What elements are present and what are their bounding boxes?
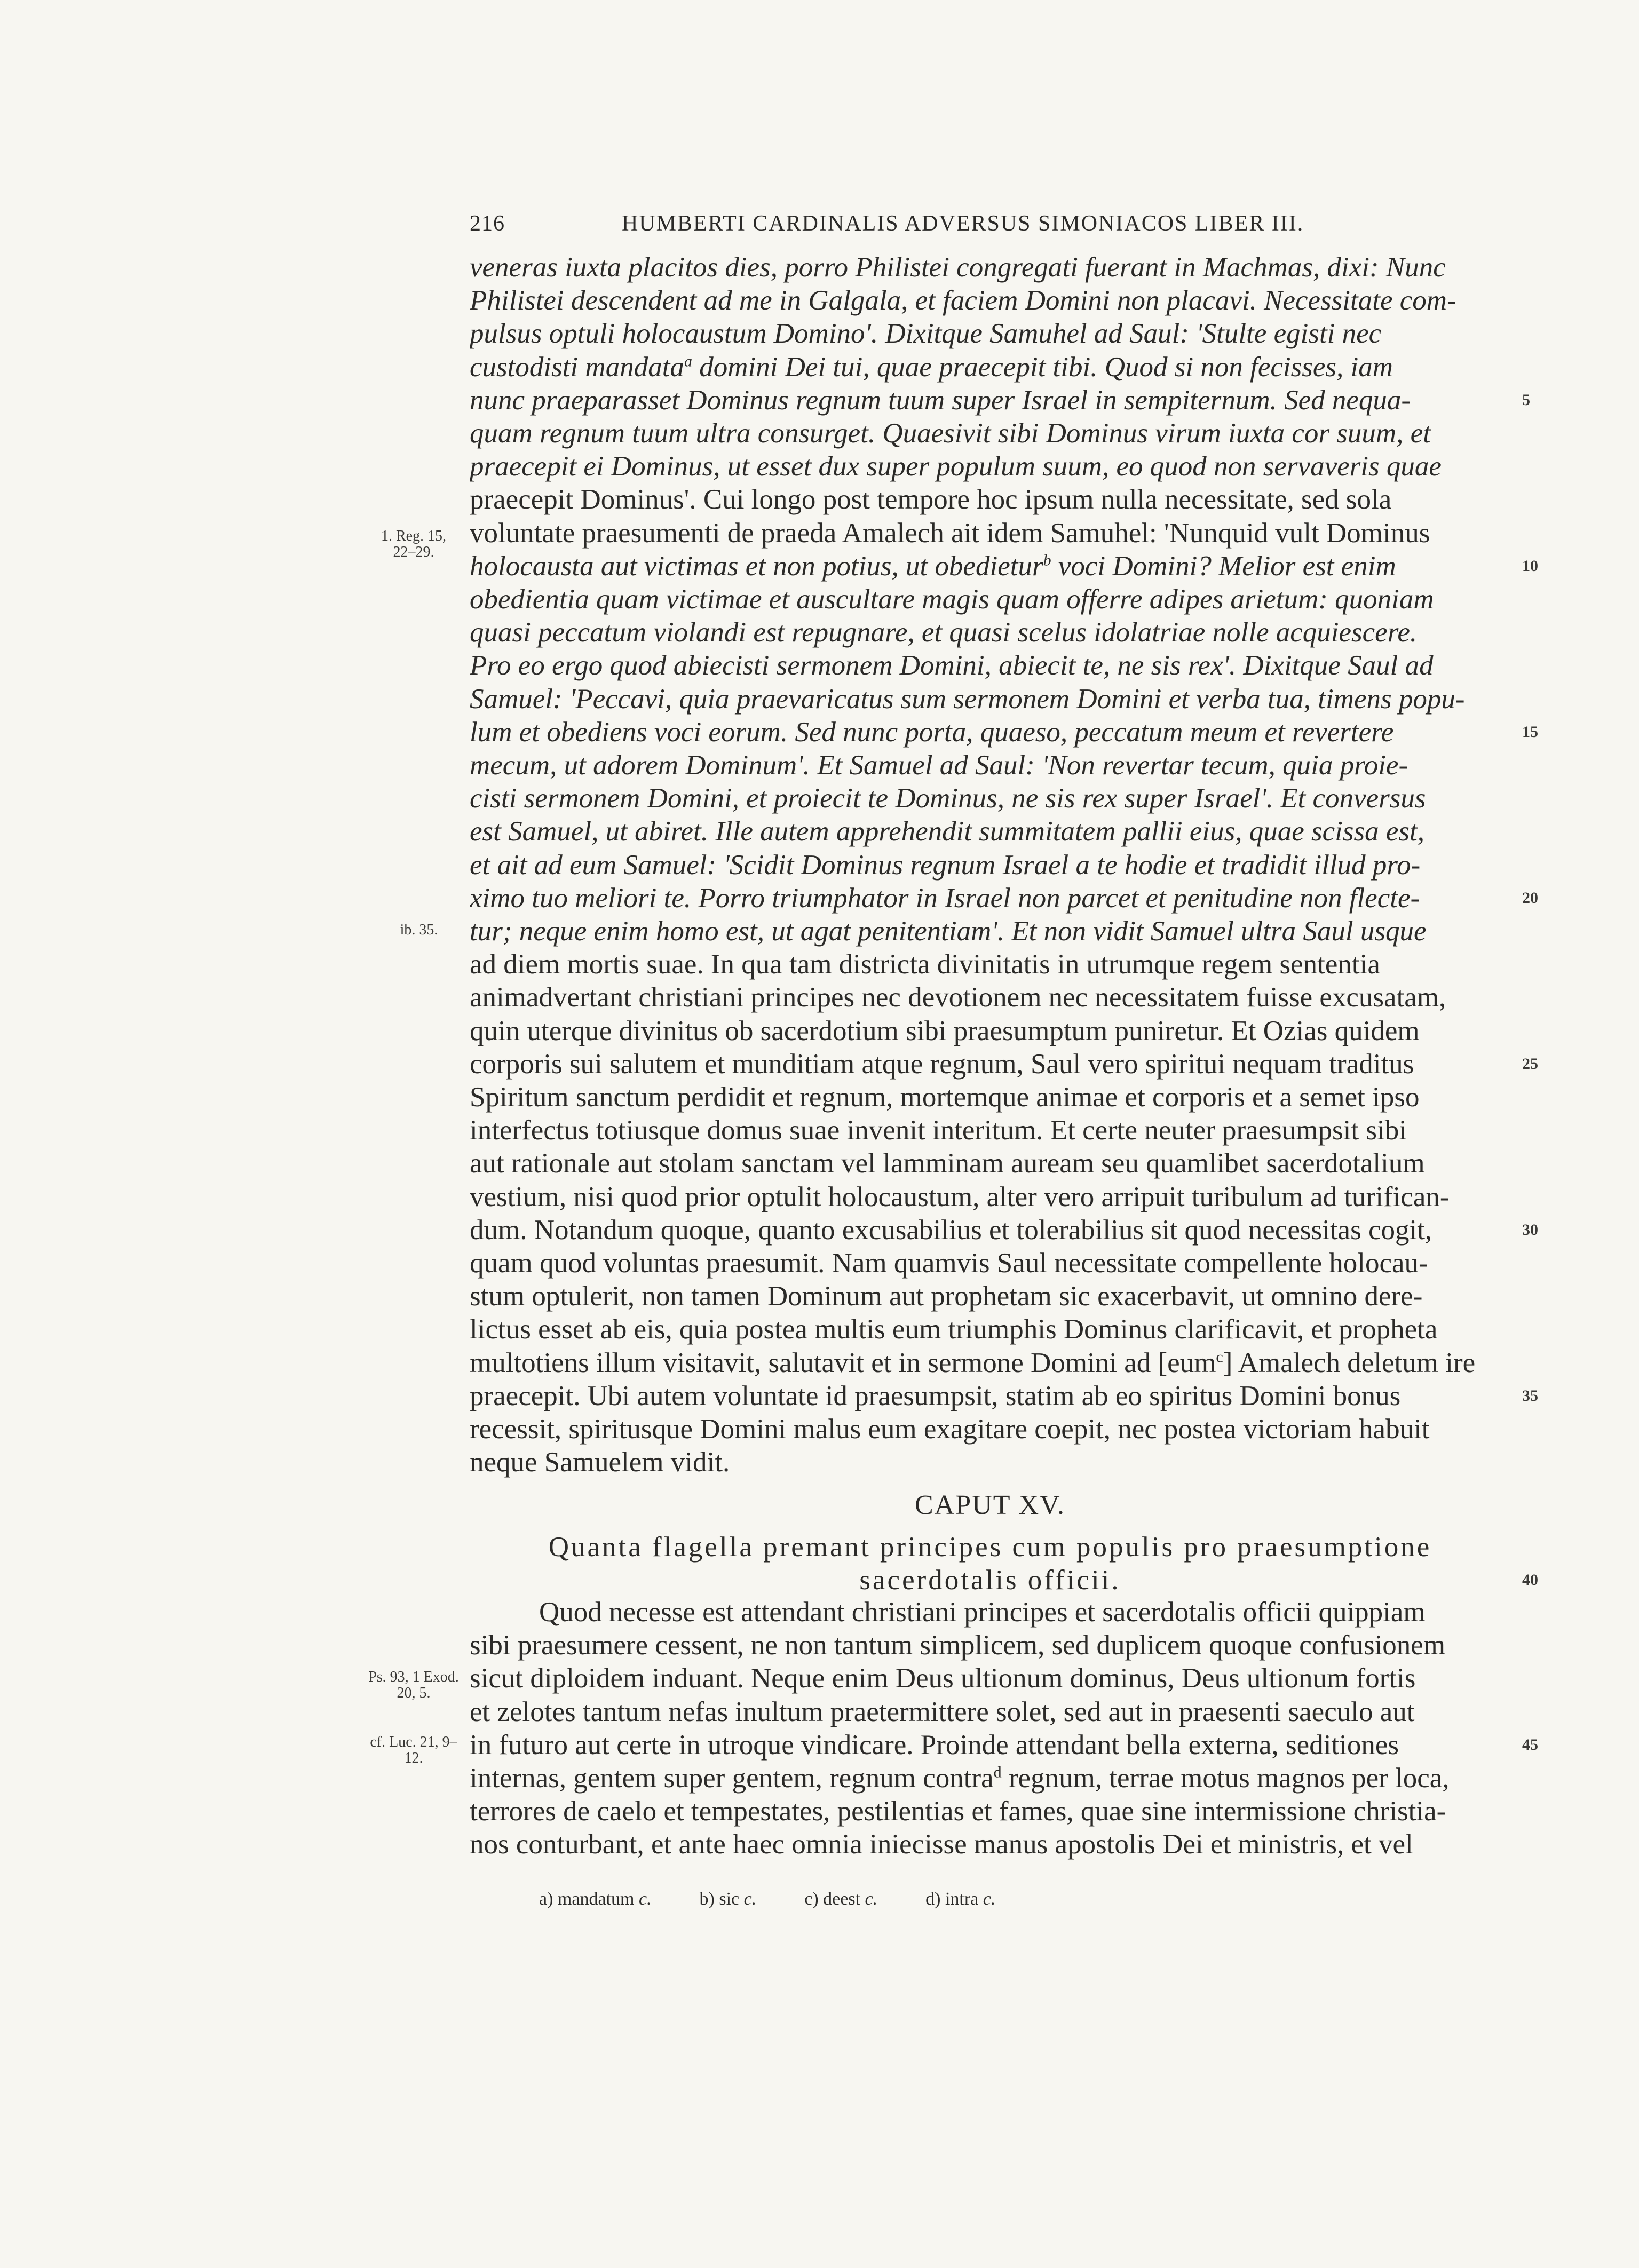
line-text: veneras iuxta placitos dies, porro Philistei congregati fuerant in Machmas, dixi: Nunc (470, 252, 1446, 283)
line-text: recessit, spiritusque Domini malus eum exagitare coepit, nec postea victoriam habuit (470, 1414, 1430, 1445)
footnote-label: c) (804, 1889, 824, 1909)
footnote-source: c. (983, 1889, 996, 1909)
text-line (470, 1014, 1510, 1048)
footnote-word: deest (823, 1889, 861, 1909)
line-text: voluntate praesumenti de praeda Amalech ait idem Samuhel: 'Nunquid vult Dominus (470, 518, 1430, 549)
text-line (470, 351, 1510, 384)
text-line (470, 1048, 1510, 1081)
line-text: tur; neque enim homo est, ut agat penitentiam'. Et non vidit Samuel ultra Saul usque (470, 916, 1427, 947)
text-line (470, 450, 1510, 483)
line-text-continued: voci Domini? Melior est enim (1051, 551, 1396, 582)
line-text: praecepit. Ubi autem voluntate id praesumpsit, statim ab eo spiritus Domini bonus (470, 1381, 1401, 1411)
line-text: internas, gentem super gentem, regnum contra (470, 1763, 994, 1794)
line-text: Pro eo ergo quod abiecisti sermonem Domini, abiecit te, ne sis rex'. Dixitque Saul ad (470, 650, 1434, 681)
line-text: quin uterque divinitus ob sacerdotium sibi praesumptum puniretur. Et Ozias quidem (470, 1016, 1420, 1046)
text-line (470, 649, 1510, 682)
line-text: Quod necesse est attendant christiani principes et sacerdotalis officii quippiam (539, 1597, 1426, 1628)
page-number: 216 (470, 211, 505, 236)
text-line (470, 517, 1510, 550)
line-text: custodisti mandata (470, 352, 684, 383)
margin-ref-text: cf. Luc. 21, 9–12. (370, 1734, 457, 1766)
line-text: cisti sermonem Domini, et proiecit te Dominus, ne sis rex super Israel'. Et conversus (470, 783, 1426, 814)
line-text: corporis sui salutem et munditiam atque regnum, Saul vero spiritui nequam traditus (470, 1049, 1414, 1080)
text-line (470, 616, 1510, 649)
text-line (470, 948, 1510, 981)
text-line (470, 1728, 1510, 1762)
text-line (470, 1180, 1510, 1214)
footnotes (539, 1889, 1043, 1916)
text-line (470, 1762, 1510, 1795)
line-text: lictus esset ab eis, quia postea multis eum triumphis Dominus clarificavit, et propheta (470, 1314, 1438, 1345)
footnote-source: c. (638, 1889, 652, 1909)
running-header (470, 211, 1377, 243)
line-text: pulsus optuli holocaustum Domino'. Dixitque Samuhel ad Saul: 'Stulte egisti nec (470, 318, 1382, 349)
text-line (470, 483, 1510, 516)
line-number: 45 (1522, 1736, 1538, 1754)
line-text: in futuro aut certe in utroque vindicare. Proinde attendant bella externa, seditiones (470, 1730, 1399, 1761)
line-text: quasi peccatum violandi est repugnare, et quasi scelus idolatriae nolle acquiescere. (470, 617, 1418, 648)
text-line (470, 981, 1510, 1014)
line-text: praecepit Dominus'. Cui longo post tempore hoc ipsum nulla necessitate, sed sola (470, 484, 1392, 515)
text-line (470, 1662, 1510, 1695)
text-line (470, 1828, 1510, 1861)
line-text: quam regnum tuum ultra consurget. Quaesivit sibi Dominus virum iuxta cor suum, et (470, 418, 1431, 449)
text-line (470, 1695, 1510, 1728)
text-line (470, 317, 1510, 350)
text-line (470, 782, 1510, 815)
line-text-continued: domini Dei tui, quae praecepit tibi. Quod si non fecisses, iam (692, 352, 1393, 383)
text-line (470, 1413, 1510, 1446)
line-text: est Samuel, ut abiret. Ille autem apprehendit summitatem pallii eius, quae scissa est, (470, 816, 1425, 847)
line-text: obedientia quam victimae et auscultare magis quam offerre adipes arietum: quoniam (470, 584, 1434, 615)
footnote-word: sic (719, 1889, 740, 1909)
line-text: mecum, ut adorem Dominum'. Et Samuel ad Saul: 'Non revertar tecum, quia proie- (470, 750, 1408, 781)
text-line (470, 1346, 1510, 1379)
footnote (804, 1889, 877, 1909)
line-text: animadvertant christiani principes nec devotionem nec necessitatem fuisse excusatam, (470, 982, 1446, 1013)
line-text: multotiens illum visitavit, salutavit et in sermone Domini ad [eum (470, 1347, 1216, 1378)
line-text-continued: ] Amalech deletum ire (1223, 1347, 1476, 1378)
footnote-label: b) (699, 1889, 719, 1909)
line-text: aut rationale aut stolam sanctam vel lamminam auream seu quamlibet sacerdotalium (470, 1148, 1425, 1179)
line-text: et zelotes tantum nefas inultum praetermittere solet, sed aut in praesenti saeculo aut (470, 1696, 1415, 1727)
text-line (470, 815, 1510, 848)
text-line (470, 1379, 1510, 1413)
line-text: stum optulerit, non tamen Dominum aut prophetam sic exacerbavit, ut omnino dere- (470, 1281, 1423, 1312)
text-line (470, 882, 1510, 915)
margin-ref-text: Ps. 93, 1 Exod. 20, 5. (368, 1669, 459, 1701)
text-line (470, 583, 1510, 616)
chapter-heading: CAPUT XV. (915, 1490, 1065, 1520)
footnote-mark: b (1043, 551, 1051, 569)
line-text: quam quod voluntas praesumit. Nam quamvis Saul necessitate compellente holocau- (470, 1248, 1428, 1279)
text-line (470, 1147, 1510, 1180)
chapter-subtitle: Quanta flagella premant principes cum populis pro praesumptione (548, 1532, 1432, 1563)
line-text: ad diem mortis suae. In qua tam districta divinitatis in utrumque regem sententia (470, 949, 1380, 980)
line-text: nunc praeparasset Dominus regnum tuum super Israel in sempiternum. Sed nequa- (470, 385, 1411, 416)
line-number: 15 (1522, 723, 1538, 741)
chapter-subtitle: sacerdotalis officii. (859, 1565, 1121, 1596)
text-line (470, 417, 1510, 450)
line-number: 30 (1522, 1221, 1538, 1239)
footnote-mark: a (684, 352, 692, 370)
line-text: lum et obediens voci eorum. Sed nunc porta, quaeso, peccatum meum et revertere (470, 717, 1394, 748)
text-line (470, 1596, 1510, 1629)
line-text: dum. Notandum quoque, quanto excusabilius et tolerabilius sit quod necessitas cogit, (470, 1215, 1432, 1246)
line-number: 35 (1522, 1387, 1538, 1405)
line-text: Samuel: 'Peccavi, quia praevaricatus sum sermonem Domini et verba tua, timens popu- (470, 684, 1465, 715)
footnote-source: c. (865, 1889, 878, 1909)
footnote-label: a) (539, 1889, 558, 1909)
margin-ref-text: 1. Reg. 15, 22–29. (381, 528, 447, 560)
footnote (925, 1889, 995, 1909)
text-line (470, 1629, 1510, 1662)
margin-reference (374, 922, 464, 938)
margin-reference (368, 1669, 459, 1701)
line-text: et ait ad eum Samuel: 'Scidit Dominus regnum Israel a te hodie et tradidit illud pro- (470, 850, 1421, 881)
footnote-mark: d (993, 1763, 1002, 1781)
text-line (470, 550, 1510, 583)
text-line (470, 1114, 1510, 1147)
footnote-mark: c (1216, 1348, 1223, 1366)
margin-reference (368, 1734, 459, 1766)
text-line (470, 284, 1510, 317)
text-line (470, 1280, 1510, 1313)
margin-ref-text: ib. 35. (400, 922, 438, 938)
text-line (470, 1313, 1510, 1346)
text-line (470, 749, 1510, 782)
text-line (470, 384, 1510, 417)
text-line (470, 1446, 1510, 1479)
line-text: vestium, nisi quod prior optulit holocaustum, alter vero arripuit turibulum ad turifican- (470, 1181, 1450, 1212)
line-text: holocausta aut victimas et non potius, ut obedietur (470, 551, 1043, 582)
line-number: 5 (1522, 391, 1530, 409)
line-text-continued: regnum, terrae motus magnos per loca, (1001, 1763, 1450, 1794)
text-line (470, 1214, 1510, 1247)
line-text: Philistei descendent ad me in Galgala, et faciem Domini non placavi. Necessitate com- (470, 285, 1456, 316)
line-text: praecepit ei Dominus, ut esset dux super populum suum, eo quod non servaveris quae (470, 451, 1442, 482)
footnote-source: c. (743, 1889, 757, 1909)
line-number: 25 (1522, 1055, 1538, 1073)
line-number: 20 (1522, 889, 1538, 907)
text-line (470, 915, 1510, 948)
footnote (700, 1889, 757, 1909)
line-text: Spiritum sanctum perdidit et regnum, mortemque animae et corporis et a semet ipso (470, 1082, 1420, 1113)
line-text: ximo tuo meliori te. Porro triumphator in Israel non parcet et penitudine non flecte- (470, 883, 1420, 914)
line-text: nos conturbant, et ante haec omnia iniecisse manus apostolis Dei et ministris, et vel (470, 1829, 1413, 1860)
line-text: sibi praesumere cessent, ne non tantum simplicem, sed duplicem quoque confusionem (470, 1630, 1446, 1661)
running-title: HUMBERTI CARDINALIS ADVERSUS SIMONIACOS LIBER III. (622, 211, 1304, 236)
line-text: terrores de caelo et tempestates, pestilentias et fames, quae sine intermissione christia- (470, 1796, 1446, 1827)
margin-reference (368, 528, 459, 560)
text-line (470, 848, 1510, 882)
line-text: neque Samuelem vidit. (470, 1447, 730, 1478)
text-line (470, 1795, 1510, 1828)
text-line (470, 716, 1510, 749)
footnote (539, 1889, 652, 1909)
footnote-label: d) (925, 1889, 945, 1909)
text-line (470, 1247, 1510, 1280)
text-line (470, 251, 1510, 284)
footnote-word: mandatum (557, 1889, 635, 1909)
text-line (470, 683, 1510, 716)
line-number: 10 (1522, 557, 1538, 575)
text-line (470, 1081, 1510, 1114)
line-text: interfectus totiusque domus suae invenit interitum. Et certe neuter praesumpsit sibi (470, 1115, 1407, 1146)
footnote-word: intra (945, 1889, 979, 1909)
line-text: sicut diploidem induant. Neque enim Deus ultionum dominus, Deus ultionum fortis (470, 1663, 1416, 1694)
line-number: 40 (1522, 1571, 1538, 1589)
